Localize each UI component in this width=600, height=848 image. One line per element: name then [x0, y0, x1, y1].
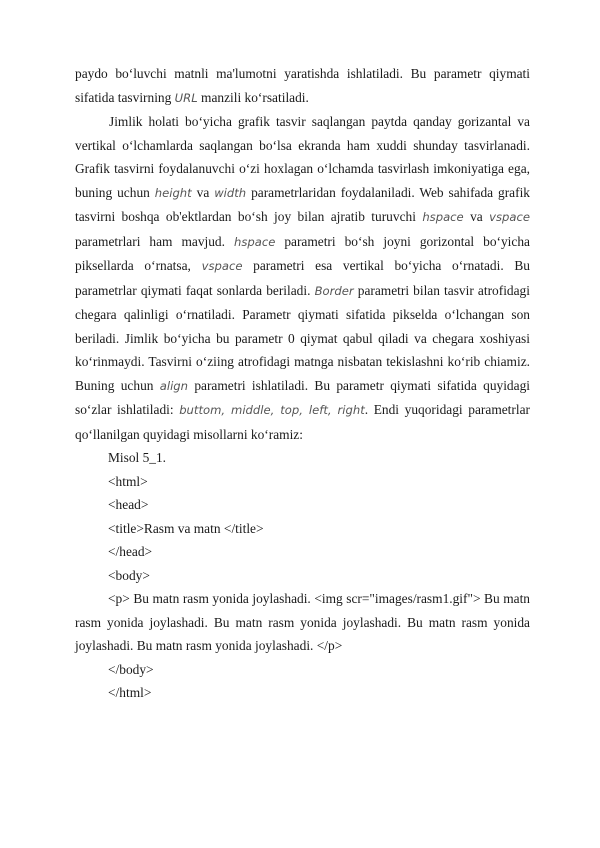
- term-vspace: vspace: [201, 259, 243, 273]
- code-line: <title>Rasm va matn </title>: [108, 520, 264, 536]
- example-title: Misol 5_1.: [108, 450, 167, 465]
- code-line: <html>: [108, 473, 148, 489]
- text-span: va: [463, 209, 490, 224]
- text-span: Jimlik holati bo‘yicha grafik tasvir saqlangan paytda qanday gorizantal va vertikal o‘lchamlarda saqlangan bo‘lsa ekranda ham xuddi shunday tasvirlanadi. Grafik tasvirni foydalanuvchi o‘zi hoxlagan o‘lchamda tasvirlash imkoniyatiga ega, buning uchun: [75, 114, 530, 200]
- term-align-values: buttom, middle, top, left, right: [179, 403, 365, 417]
- code-line: </head>: [108, 544, 153, 559]
- term-vspace: vspace: [489, 210, 530, 224]
- document-body: [75, 62, 530, 705]
- text-span: parametri bo‘sh joyni gorizontal bo‘yicha piksellarda o‘rnatsa,: [75, 233, 530, 273]
- code-line: </html>: [108, 685, 152, 700]
- term-border: Border: [314, 283, 354, 298]
- text-span: parametri ishlatiladi. Bu parametr qiymati sifatida quyidagi so‘zlar ishlatiladi:: [75, 377, 530, 417]
- term-width: width: [214, 185, 247, 200]
- text-span: parametri bilan tasvir atrofidagi chegara qalinligi o‘rnatiladi. Parametr qiymati sifatida pikselda o‘lchangan son beriladi. Jimlik bo‘yicha bu parametr 0 qiymat qabul qiladi va chegara xoshiyasi ko‘rinmaydi. Tasvirni o‘ziing atrofidagi matnga nisbatan tekislashni ko‘rib chiamiz. Buning uchun: [75, 282, 530, 393]
- term-align: align: [159, 378, 189, 393]
- paragraph-image-parameters: [75, 110, 530, 446]
- term-hspace: hspace: [422, 210, 464, 224]
- code-paragraph-line: <p> Bu matn rasm yonida joylashadi. <img scr="images/rasm1.gif"> Bu matn rasm yonida joylashadi. Bu matn rasm yonida joylashadi. Bu matn rasm yonida joylashadi. Bu matn rasm yonida joylashadi. </p>: [75, 591, 530, 653]
- code-line: <head>: [108, 497, 149, 512]
- term-hspace: hspace: [233, 234, 276, 249]
- text-span: parametrlari ham mavjud.: [75, 233, 234, 249]
- text-span: . Endi yuqoridagi parametrlar qo‘llanilgan quyidagi misollarni ko‘ramiz:: [75, 402, 530, 442]
- text-span: paydo bo‘luvchi matnli ma'lumotni yaratishda ishlatiladi. Bu parametr qiymati sifatida tasvirning: [75, 66, 530, 105]
- code-line: <body>: [108, 567, 150, 583]
- code-line: </body>: [108, 661, 154, 677]
- text-span: parametri esa vertikal bo‘yicha o‘rnatadi. Bu parametrlar qiymati faqat sonlarda beriladi.: [75, 258, 530, 298]
- text-span: manzili ko‘rsatiladi.: [197, 89, 309, 105]
- term-url: URL: [174, 90, 198, 105]
- paragraph-intro: [75, 62, 530, 110]
- text-span: va: [191, 184, 215, 200]
- term-height: height: [154, 185, 192, 200]
- text-span: parametrlaridan foydalaniladi. Web sahifada grafik tasvirni boshqa ob'ektlardan bo‘sh joy bilan ajratib turuvchi: [75, 184, 530, 224]
